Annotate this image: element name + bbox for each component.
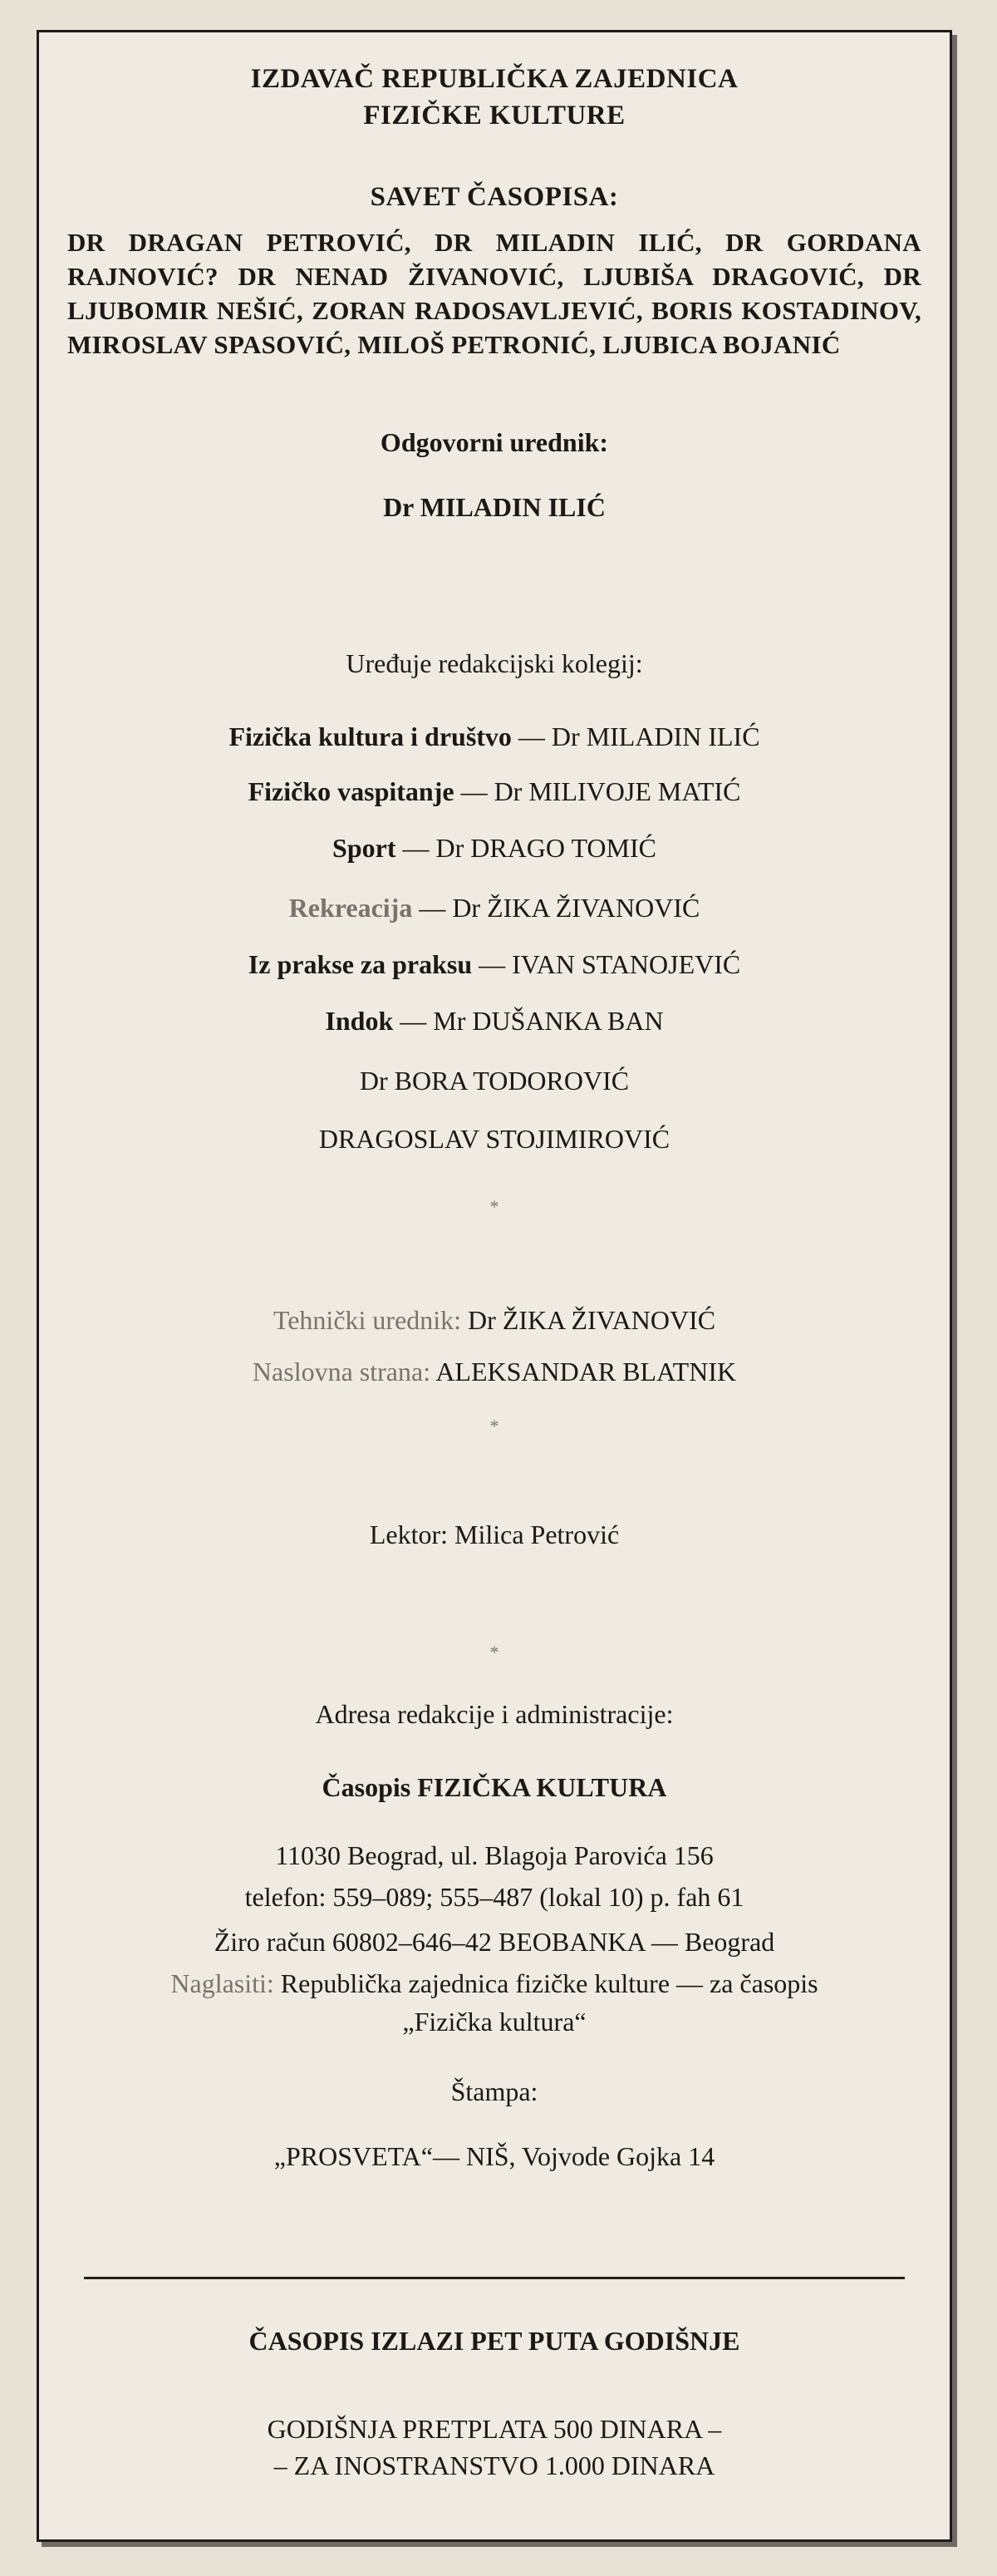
board-person: — Mr DUŠANKA BAN bbox=[393, 1006, 664, 1036]
board-person: — Dr DRAGO TOMIĆ bbox=[395, 833, 656, 863]
print-label: Štampa: bbox=[450, 2076, 538, 2106]
cover-design bbox=[39, 1354, 950, 1389]
board-row bbox=[39, 719, 950, 754]
separator: * bbox=[489, 1416, 499, 1436]
technical-editor bbox=[39, 1303, 950, 1337]
publisher-line-1: IZDAVAČ REPUBLIČKA ZAJEDNICA bbox=[250, 64, 739, 94]
board-row bbox=[39, 947, 950, 982]
technical-editor-label: Tehnički urednik: bbox=[273, 1305, 462, 1335]
separator: * bbox=[489, 1196, 499, 1217]
cover-label: Naslovna strana: bbox=[252, 1357, 431, 1387]
address-account: Žiro račun 60802–646–42 BEOBANKA — Beograd bbox=[214, 1927, 775, 1957]
board-person: — Dr ŽIKA ŽIVANOVIĆ bbox=[412, 893, 700, 923]
address-note bbox=[39, 1966, 950, 2001]
board-section: Fizička kultura i društvo bbox=[228, 722, 512, 751]
note-text: Republička zajednica fizičke kulture — za časopis bbox=[273, 1968, 818, 1998]
council-heading: SAVET ČASOPISA: bbox=[370, 182, 619, 212]
publication-frequency: ČASOPIS IZLAZI PET PUTA GODIŠNJE bbox=[248, 2326, 740, 2356]
separator: * bbox=[489, 1642, 499, 1662]
board-section: Indok bbox=[325, 1006, 394, 1036]
cover-name: ALEKSANDAR BLATNIK bbox=[430, 1357, 737, 1387]
board-section: Sport bbox=[332, 833, 396, 863]
address-intro: Adresa redakcije i administracije: bbox=[315, 1699, 674, 1729]
note-label: Naglasiti: bbox=[170, 1968, 274, 1998]
proofreader bbox=[39, 1517, 950, 1552]
board-extra: DRAGOSLAV STOJIMIROVIĆ bbox=[318, 1124, 670, 1154]
printer: „PROSVETA“— NIŠ, Vojvode Gojka 14 bbox=[273, 2141, 715, 2171]
technical-editor-name: Dr ŽIKA ŽIVANOVIĆ bbox=[461, 1305, 716, 1335]
board-row bbox=[39, 774, 950, 809]
board-row bbox=[39, 830, 950, 865]
editor-name: Dr MILADIN ILIĆ bbox=[383, 492, 606, 522]
subscription-line-1: GODIŠNJA PRETPLATA 500 DINARA – bbox=[267, 2414, 722, 2444]
divider-rule bbox=[84, 2277, 905, 2279]
masthead-frame bbox=[37, 30, 952, 2542]
board-person: — Dr MILADIN ILIĆ bbox=[511, 722, 760, 751]
board-extra: Dr BORA TODOROVIĆ bbox=[359, 1066, 630, 1096]
board-section: Iz prakse za praksu bbox=[248, 949, 473, 979]
board-row bbox=[39, 1003, 950, 1038]
journal-name: Časopis FIZIČKA KULTURA bbox=[322, 1772, 667, 1802]
proofreader-name: Milica Petrović bbox=[448, 1519, 620, 1549]
board-row bbox=[39, 890, 950, 925]
board-intro: Uređuje redakcijski kolegij: bbox=[346, 648, 643, 678]
council-members: DR DRAGAN PETROVIĆ, DR MILADIN ILIĆ, DR GORDANA RAJNOVIĆ? DR NENAD ŽIVANOVIĆ, LJUBIŠA DRAGOVIĆ, DR LJUBOMIR NEŠIĆ, ZORAN RADOSAVLJEVIĆ, BORIS KOSTADINOV, MIROSLAV SPASOVIĆ, MILOŠ PETRONIĆ, LJUBICA BOJANIĆ bbox=[67, 228, 921, 359]
publisher-line-2: FIZIČKE KULTURE bbox=[363, 101, 626, 131]
board-section: Fizičko vaspitanje bbox=[248, 776, 454, 806]
address-street: 11030 Beograd, ul. Blagoja Parovića 156 bbox=[275, 1840, 714, 1870]
address-phone: telefon: 559–089; 555–487 (lokal 10) p. fah 61 bbox=[244, 1882, 744, 1912]
address-note-journal: „Fizička kultura“ bbox=[402, 2007, 587, 2037]
editor-label: Odgovorni urednik: bbox=[380, 427, 609, 457]
subscription-line-2: – ZA INOSTRANSTVO 1.000 DINARA bbox=[273, 2450, 715, 2480]
board-person: — Dr MILIVOJE MATIĆ bbox=[454, 776, 741, 806]
board-person: — IVAN STANOJEVIĆ bbox=[472, 949, 741, 979]
board-section: Rekreacija bbox=[288, 893, 413, 923]
proofreader-label: Lektor: bbox=[369, 1519, 448, 1549]
